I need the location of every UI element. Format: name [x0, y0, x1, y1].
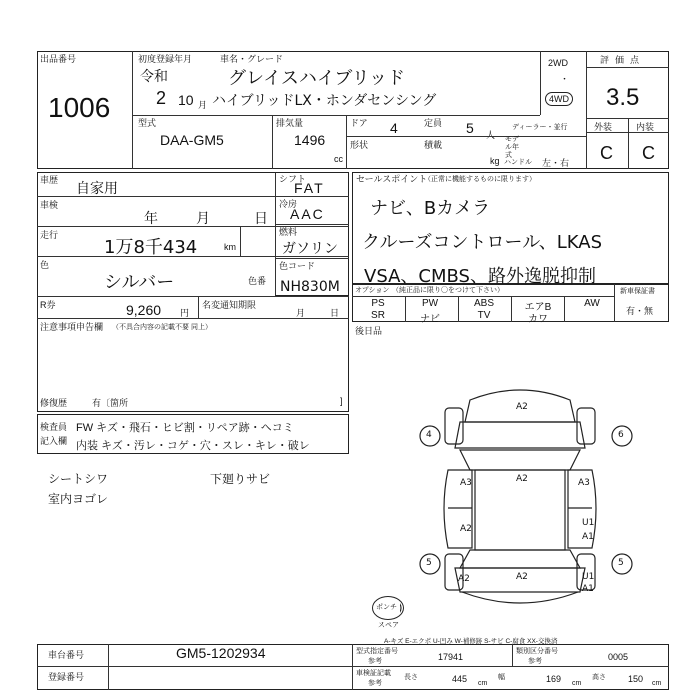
shift-label: シフト: [279, 174, 307, 184]
color-code-label: 色コード: [279, 261, 316, 271]
mark-right-rear-door-2: A1: [582, 532, 594, 542]
sales-line2: クルーズコントロール、LKAS: [362, 232, 603, 253]
shift: FAT: [294, 180, 325, 196]
handle: 左・右: [542, 158, 570, 168]
capacity: 5: [466, 120, 474, 136]
repair-value: 有〔箇所: [92, 398, 129, 408]
sales-label: セールスポイント: [356, 174, 428, 184]
chassis-number: GM5-1202934: [176, 645, 266, 661]
displacement: 1496: [294, 132, 326, 148]
ext-label: 外装: [594, 122, 613, 132]
displacement-unit: cc: [334, 154, 343, 164]
car-name-line2: ハイブリッドLX・ホンダセンシング: [212, 93, 437, 109]
divider: [564, 296, 565, 322]
divider: [108, 644, 109, 690]
mark-left-rear-door: A2: [460, 524, 472, 534]
fuel: ガソリン: [282, 240, 338, 256]
notes-sub: （不具合内容の記載不要 同上）: [112, 324, 212, 331]
height-unit: cm: [652, 680, 662, 687]
equip-sub: （純正品に限り〇をつけて下さい）: [392, 287, 504, 294]
recycle-label: R券: [40, 300, 56, 310]
diagram-front-left-fender: [445, 408, 463, 444]
equip-ps: PS: [371, 298, 385, 309]
class-sub: 参考: [528, 658, 542, 665]
divider: [512, 644, 513, 666]
divider: [458, 296, 459, 322]
reg-year: 2: [156, 88, 167, 108]
color: シルバー: [104, 272, 175, 293]
grade-label: 評価点: [600, 55, 646, 65]
lot-label: 出品番号: [40, 54, 77, 64]
inspector-note1: シートシワ: [48, 472, 109, 486]
diagram-windshield: [460, 450, 580, 470]
mark-left-front-door: A3: [460, 478, 472, 488]
damage-legend: A-キズ E-エクボ U-凹み W-補修跡 S-サビ C-腐食 XX-交換済: [384, 638, 558, 645]
tax-day: 日: [330, 308, 340, 318]
lot-number: 1006: [48, 92, 111, 123]
diagram-spare-label: ポンチ: [376, 604, 397, 611]
load-label: 積載: [424, 140, 443, 150]
divider: [37, 296, 349, 297]
mark-rear-right-1: U1: [582, 572, 595, 582]
grade-value: 3.5: [606, 84, 640, 111]
name-label: 車名・グレード: [220, 54, 284, 64]
divider: [614, 284, 615, 322]
displacement-label: 排気量: [276, 118, 304, 128]
divider: [405, 296, 406, 322]
divider: [352, 296, 614, 297]
repair-label: 修復歴: [40, 398, 68, 408]
int-label: 内装: [636, 122, 655, 132]
equip-leather: カワ: [528, 314, 548, 325]
color-label: 色: [40, 260, 50, 270]
inspector-row2: 内装 キズ・汚レ・コゲ・穴・スレ・キレ・破レ: [76, 440, 310, 452]
car-diagram: [400, 378, 640, 628]
diagram-spare-sub: スペア: [378, 622, 399, 629]
insp-day: 日: [254, 210, 268, 226]
divider: [37, 318, 349, 319]
divider: [37, 226, 349, 227]
tax-month: 月: [296, 308, 306, 318]
mark-roof: A2: [516, 474, 528, 484]
sales-line1: ナビ、Bカメラ: [370, 198, 491, 219]
length-value: 445: [452, 674, 468, 684]
type-sub: 参考: [368, 658, 382, 665]
sales-sub: （正常に機能するものに限ります）: [424, 176, 536, 183]
notes-label: 注意事項申告欄: [40, 322, 104, 332]
divider: [352, 644, 353, 690]
int-grade: C: [642, 143, 655, 163]
month-unit: 月: [198, 100, 208, 110]
divider: [240, 226, 241, 256]
handle-label: ハンドル: [504, 159, 532, 166]
mark-rear-right-2: A1: [582, 584, 594, 594]
diagram-rear-left-fender: [445, 554, 463, 590]
divider: [586, 51, 587, 169]
history: 自家用: [76, 180, 118, 196]
mark-rr-wheel: 5: [618, 558, 624, 568]
height-label: 高さ: [592, 674, 606, 681]
equip-airbag: エアB: [524, 302, 552, 313]
chassis-label: 車台番号: [48, 650, 85, 660]
reg-number-label: 登録番号: [48, 672, 85, 682]
equip-pw: PW: [421, 298, 439, 309]
ac: AAC: [290, 206, 325, 222]
door-label: ドア: [350, 118, 368, 128]
tax-label: 名変通知期限: [202, 300, 257, 310]
new-warranty: 有・無: [626, 306, 654, 316]
inspector-note2: 室内ヨゴレ: [48, 492, 109, 506]
model-label: 型式: [138, 118, 157, 128]
doors: 4: [390, 120, 398, 136]
inspector-label1: 検査員: [40, 422, 68, 432]
type-label: 型式指定番号: [356, 648, 398, 655]
mileage: 1万8千434: [104, 237, 198, 258]
equip-abs: ABS: [473, 298, 494, 309]
insp-year: 年: [144, 210, 158, 226]
mark-rear-left: A2: [458, 574, 470, 584]
type-number: 17941: [438, 652, 464, 662]
divider: [628, 118, 629, 169]
diagram-front-right-fender: [577, 408, 595, 444]
repair-bracket: ]: [340, 396, 343, 406]
mileage-unit: km: [224, 242, 236, 252]
divider: [132, 115, 540, 116]
divider: [586, 67, 669, 68]
mark-front-bumper: A2: [516, 402, 528, 412]
divider: [346, 136, 586, 137]
later-items-label: 後日品: [355, 326, 383, 336]
size-sub: 参考: [368, 680, 382, 687]
class-label: 類別区分番号: [516, 648, 558, 655]
recycle-unit: 円: [180, 308, 190, 318]
mark-right-rear-door-1: U1: [582, 518, 595, 528]
diagram-rear-glass: [460, 550, 580, 568]
divider: [540, 51, 541, 115]
size-label: 車検証記載: [356, 670, 391, 677]
inspector-label2: 記入欄: [40, 436, 68, 446]
shape-label: 形状: [350, 140, 369, 150]
width-value: 169: [546, 674, 562, 684]
diagram-rear-bumper: [462, 592, 578, 603]
sales-line3: VSA、CMBS、路外逸脱抑制: [364, 266, 596, 287]
mark-fr-wheel: 6: [618, 430, 624, 440]
mileage-label: 走行: [40, 230, 59, 240]
mark-right-front-door: A3: [578, 478, 590, 488]
divider: [272, 115, 273, 169]
height-value: 150: [628, 674, 644, 684]
car-name-line1: グレイスハイブリッド: [228, 68, 405, 89]
width-label: 幅: [498, 674, 505, 681]
divider: [37, 666, 669, 667]
color-no-label: 色番: [248, 276, 267, 286]
mark-rl-wheel: 5: [426, 558, 432, 568]
equip-aw: AW: [584, 298, 600, 309]
equip-navi: ナビ: [420, 314, 440, 325]
equip-sr: SR: [371, 310, 385, 321]
length-label: 長さ: [404, 674, 418, 681]
insp-month: 月: [196, 210, 210, 226]
first-reg-label: 初度登録年月: [138, 54, 193, 64]
inspector-row1: FW キズ・飛石・ヒビ割・リペア跡・ヘコミ: [76, 422, 294, 434]
reg-month: 10: [178, 92, 194, 108]
mark-fl-wheel: 4: [426, 430, 432, 440]
divider: [346, 115, 347, 169]
drive-4wd: 4WD: [545, 92, 573, 106]
ac-label: 冷房: [279, 199, 298, 209]
width-unit: cm: [572, 680, 582, 687]
inspection-label: 車検: [40, 200, 59, 210]
divider: [511, 296, 512, 322]
ext-grade: C: [600, 143, 613, 163]
equip-tv: TV: [477, 310, 491, 321]
color-code: NH830M: [280, 279, 340, 295]
inspector-note3: 下廻りサビ: [210, 472, 271, 486]
capacity-unit: 人: [486, 130, 496, 140]
divider: [198, 296, 199, 318]
capacity-label: 定員: [424, 118, 443, 128]
mark-trunk: A2: [516, 572, 528, 582]
dealer-label: ディーラー・並行: [512, 124, 568, 131]
diagram-hood: [455, 422, 585, 448]
drive-dot: ・: [560, 74, 570, 84]
class-number: 0005: [608, 652, 629, 662]
equip-label: オプション: [355, 287, 390, 294]
kg-label: kg: [490, 156, 500, 166]
new-warranty-label: 新車保証書: [620, 288, 655, 295]
model-code: DAA-GM5: [160, 132, 224, 148]
drive-2wd: 2WD: [548, 58, 568, 68]
length-unit: cm: [478, 680, 488, 687]
divider: [132, 51, 133, 169]
era: 令和: [140, 68, 168, 84]
history-label: 車歴: [40, 175, 59, 185]
model-year-label: モデル年式: [505, 136, 519, 159]
recycle-amount: 9,260: [126, 302, 162, 318]
fuel-label: 燃料: [279, 227, 298, 237]
